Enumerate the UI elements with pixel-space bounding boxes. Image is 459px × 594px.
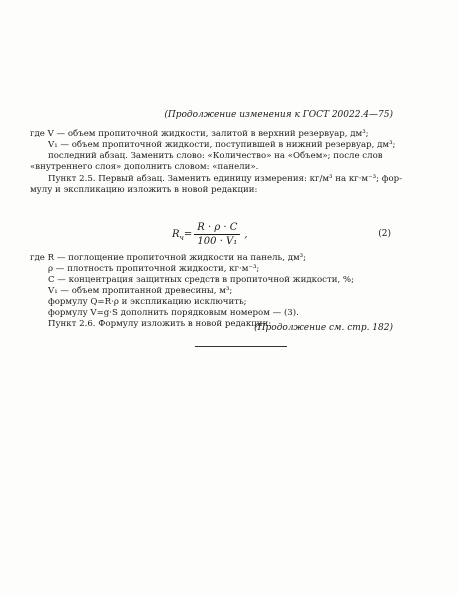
- formula-2: [172, 222, 248, 247]
- equation-number: (2): [378, 229, 391, 239]
- formula-equals: =: [183, 229, 193, 240]
- text-line-5: Пункт 2.5. Первый абзац. Заменить единицу измерения: кг/м³ на кг·м⁻³; фор-: [48, 174, 403, 184]
- formula-denominator: 100 · V₁: [197, 236, 238, 247]
- formula-fraction: [194, 222, 240, 247]
- text-line-1: где V — объем пропиточной жидкости, залитой в верхний резервуар, дм³;: [30, 129, 369, 139]
- header-note: (Продолжение изменения к ГОСТ 20022.4—75): [164, 110, 393, 120]
- text-line-10: V₁ — объем пропитанной древесины, м³;: [48, 286, 233, 296]
- text-line-2: V₁ — объем пропиточной жидкости, поступившей в нижний резервуар, дм³;: [48, 140, 396, 150]
- divider-rule: [195, 346, 287, 347]
- text-line-4: «внутреннего слоя» дополнить словом: «панели».: [30, 162, 259, 172]
- text-line-9: C — концентрация защитных средств в пропиточной жидкости, %;: [48, 275, 354, 285]
- text-line-8: ρ — плотность пропиточной жидкости, кг·м⁻³;: [48, 264, 260, 274]
- formula-lhs: R: [172, 229, 180, 240]
- text-line-7: где R — поглощение пропиточной жидкости на панель, дм³;: [30, 253, 307, 263]
- text-line-3: последний абзац. Заменить слово: «Количество» на «Объем»; после слов: [48, 151, 383, 161]
- text-line-13: Пункт 2.6. Формулу изложить в новой редакции:: [48, 319, 272, 329]
- formula-trailing-comma: ,: [244, 229, 248, 240]
- text-line-6: мулу и экспликацию изложить в новой редакции:: [30, 185, 258, 195]
- text-line-11: формулу Q=R·ρ и экспликацию исключить;: [48, 297, 247, 307]
- text-line-12: формулу V=g·S дополнить порядковым номером — (3).: [48, 308, 299, 318]
- formula-lhs-subscript: ч: [179, 234, 184, 242]
- formula-numerator: R · ρ · C: [194, 222, 240, 235]
- continuation-note: (Продолжение см. стр. 182): [254, 323, 393, 333]
